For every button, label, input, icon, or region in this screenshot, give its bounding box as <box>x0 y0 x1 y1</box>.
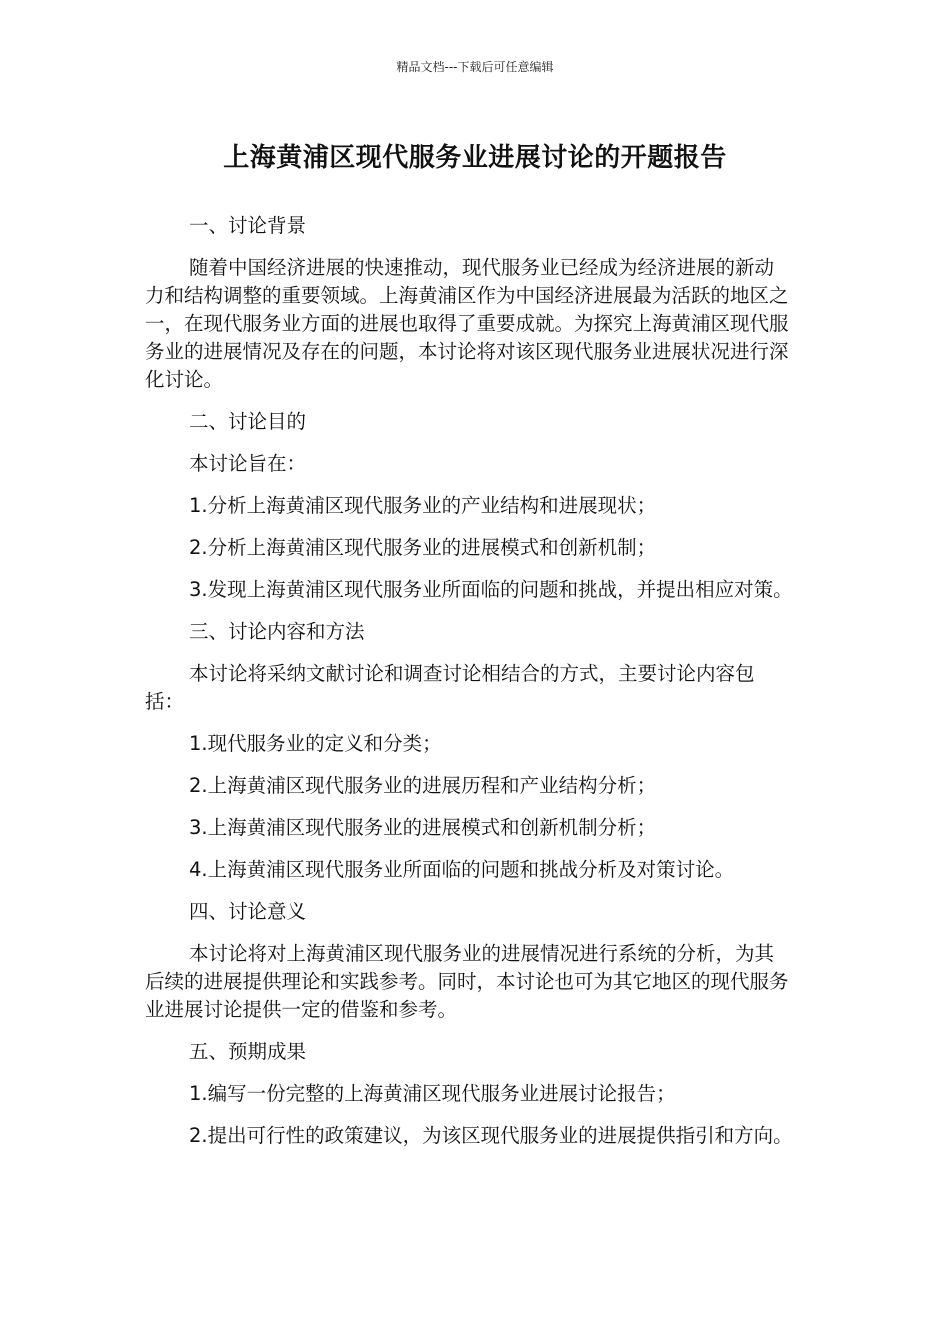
paragraph-significance: 本讨论将对上海黄浦区现代服务业的进展情况进行系统的分析，为其后续的进展提供理论和实践参考。同时，本讨论也可为其它地区的现代服务业进展讨论提供一定的借鉴和参考。 <box>145 942 789 1021</box>
paragraph-purpose-intro: 本讨论旨在： <box>189 452 307 475</box>
paragraph-background: 随着中国经济进展的快速推动，现代服务业已经成为经济进展的新动力和结构调整的重要领域。上海黄浦区作为中国经济进展最为活跃的地区之一，在现代服务业方面的进展也取得了重要成就。为探究上海黄浦区现代服务业的进展情况及存在的问题，本讨论将对该区现代服务业进展状况进行深化讨论。 <box>145 256 789 391</box>
list-item-purpose-1: 1.分析上海黄浦区现代服务业的产业结构和进展现状； <box>189 494 657 517</box>
list-item-purpose-3: 3.发现上海黄浦区现代服务业所面临的问题和挑战，并提出相应对策。 <box>189 578 793 601</box>
section-heading-purpose: 二、讨论目的 <box>189 410 307 433</box>
header-note: 精品文档---下载后可任意编辑 <box>396 60 554 74</box>
document-body <box>145 212 793 1164</box>
list-item-outcomes-2: 2.提出可行性的政策建议，为该区现代服务业的进展提供指引和方向。 <box>189 1124 793 1147</box>
list-item-outcomes-1: 1.编写一份完整的上海黄浦区现代服务业进展讨论报告； <box>189 1082 676 1105</box>
list-item-purpose-2: 2.分析上海黄浦区现代服务业的进展模式和创新机制； <box>189 536 657 559</box>
document-title: 上海黄浦区现代服务业进展讨论的开题报告 <box>223 143 727 173</box>
section-heading-outcomes: 五、预期成果 <box>189 1040 307 1063</box>
list-item-methods-3: 3.上海黄浦区现代服务业的进展模式和创新机制分析； <box>189 816 657 839</box>
section-heading-methods: 三、讨论内容和方法 <box>189 620 365 643</box>
list-item-methods-2: 2.上海黄浦区现代服务业的进展历程和产业结构分析； <box>189 774 657 797</box>
paragraph-methods-intro: 本讨论将采纳文献讨论和调查讨论相结合的方式，主要讨论内容包括： <box>145 662 755 713</box>
list-item-methods-4: 4.上海黄浦区现代服务业所面临的问题和挑战分析及对策讨论。 <box>189 858 735 881</box>
list-item-methods-1: 1.现代服务业的定义和分类； <box>189 732 442 755</box>
section-heading-significance: 四、讨论意义 <box>189 900 307 923</box>
section-heading-background: 一、讨论背景 <box>189 214 307 237</box>
